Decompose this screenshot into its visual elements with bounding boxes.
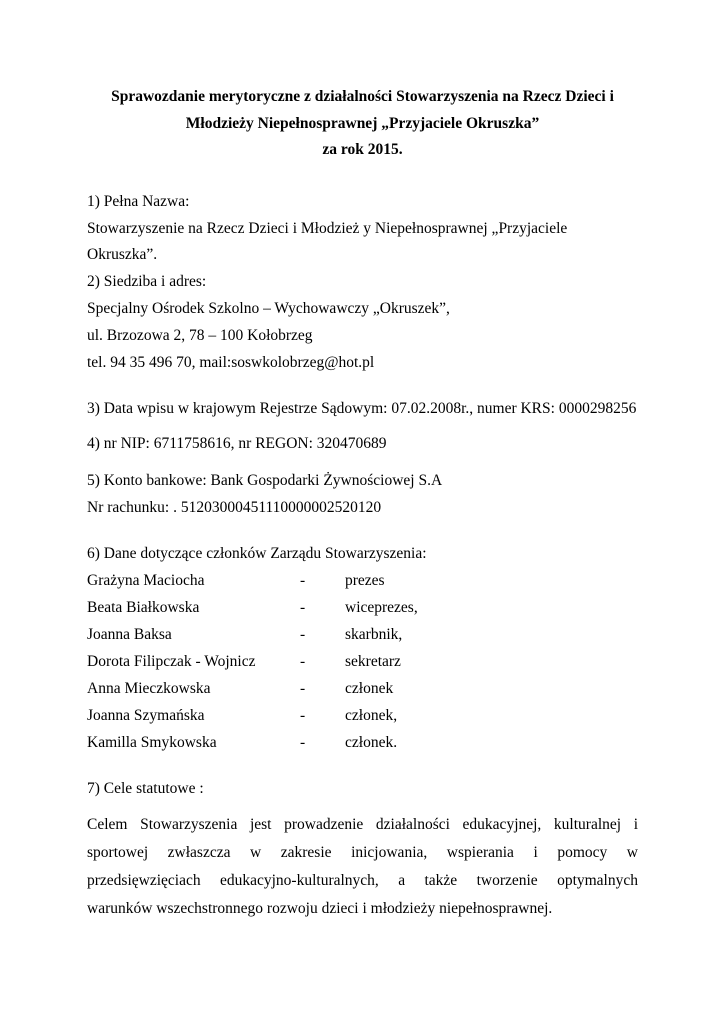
document-title-line-1: Sprawozdanie merytoryczne z działalności Stowarzyszenia na Rzecz Dzieci i — [111, 88, 614, 105]
paragraph-line-4: warunków wszechstronnego rozwoju dzieci i młodzieży niepełnosprawnej. — [87, 900, 553, 917]
section-2-heading: 2) Siedziba i adres: — [87, 273, 207, 290]
bank-account-number: Nr rachunku: . 51203000451110000002520120 — [87, 499, 382, 516]
member-separator: - — [300, 572, 306, 589]
member-role: wiceprezes, — [345, 599, 418, 616]
section-6-heading: 6) Dane dotyczące członków Zarządu Stowarzyszenia: — [87, 545, 427, 562]
member-name: Grażyna Maciocha — [87, 572, 205, 589]
bank-account-heading: 5) Konto bankowe: Bank Gospodarki Żywnościowej S.A — [87, 472, 443, 489]
member-role: skarbnik, — [345, 626, 403, 643]
tax-ids: 4) nr NIP: 6711758616, nr REGON: 320470689 — [87, 435, 387, 452]
member-separator: - — [300, 653, 306, 670]
paragraph-line-1: Celem Stowarzyszenia jest prowadzenie działalności edukacyjnej, kulturalnej i — [87, 816, 638, 833]
address-line-1: Specjalny Ośrodek Szkolno – Wychowawczy „Okruszek”, — [87, 300, 450, 317]
organization-name-line-1: Stowarzyszenie na Rzecz Dzieci i Młodzież y Niepełnosprawnej „Przyjaciele — [87, 220, 568, 237]
member-name: Dorota Filipczak - Wojnicz — [87, 653, 256, 670]
section-7-heading: 7) Cele statutowe : — [87, 780, 204, 797]
paragraph-line-2: sportowej zwłaszcza w zakresie inicjowania, wspierania i pomocy w — [87, 844, 638, 861]
member-separator: - — [300, 734, 306, 751]
member-separator: - — [300, 680, 306, 697]
member-name: Beata Białkowska — [87, 599, 200, 616]
member-separator: - — [300, 599, 306, 616]
paragraph-line-3: przedsięwzięciach edukacyjno-kulturalnych, a także tworzenie optymalnych — [87, 872, 638, 889]
address-line-2: ul. Brzozowa 2, 78 – 100 Kołobrzeg — [87, 327, 313, 344]
member-role: członek. — [345, 734, 398, 751]
member-role: prezes — [345, 572, 385, 589]
member-name: Joanna Baksa — [87, 626, 172, 643]
document-title-line-2: Młodzieży Niepełnosprawnej „Przyjaciele Okruszka” — [185, 115, 540, 132]
member-name: Joanna Szymańska — [87, 707, 205, 724]
document-title-line-3: za rok 2015. — [322, 141, 403, 158]
member-role: członek — [345, 680, 394, 697]
member-name: Kamilla Smykowska — [87, 734, 217, 751]
member-role: członek, — [345, 707, 398, 724]
registration-info: 3) Data wpisu w krajowym Rejestrze Sądowym: 07.02.2008r., numer KRS: 0000298256 — [87, 400, 637, 417]
contact-line: tel. 94 35 496 70, mail:soswkolobrzeg@hot.pl — [87, 354, 375, 371]
member-role: sekretarz — [345, 653, 401, 670]
member-name: Anna Mieczkowska — [87, 680, 211, 697]
member-separator: - — [300, 707, 306, 724]
organization-name-line-2: Okruszka”. — [87, 246, 158, 263]
member-separator: - — [300, 626, 306, 643]
section-1-heading: 1) Pełna Nazwa: — [87, 193, 190, 210]
